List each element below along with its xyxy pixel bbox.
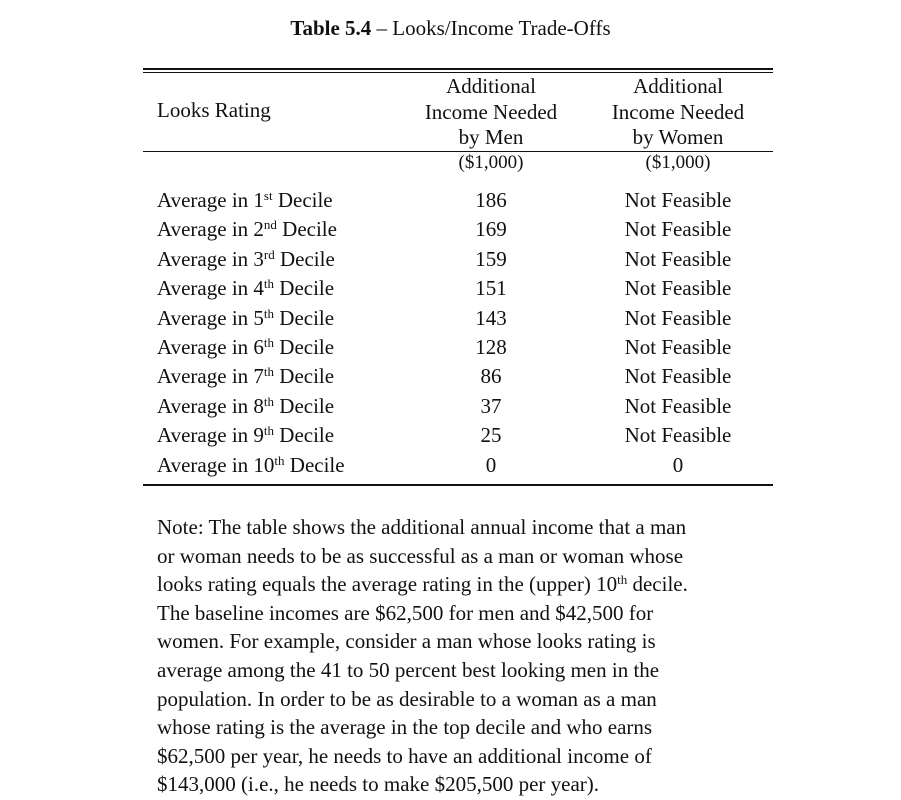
women-value: Not Feasible [624,393,732,418]
men-value: 143 [475,305,507,330]
women-value: Not Feasible [624,188,732,212]
bottom-rule [143,484,773,486]
unit-men: ($1,000) [458,152,524,173]
header-men [398,74,584,151]
women-value: Not Feasible [624,334,732,359]
men-value: 169 [475,217,507,242]
note-line: population. In order to be as desirable to a woman as a man [157,686,657,711]
note-line: average among the 41 to 50 percent best looking men in the [157,657,660,682]
header-women-line: Additional [633,74,723,98]
unit-women: ($1,000) [645,152,711,173]
row-label: Average in 1st Decile [157,188,333,212]
top-rule [143,68,773,70]
men-value: 151 [475,276,507,301]
men-value: 159 [475,246,507,271]
women-value: Not Feasible [624,364,732,389]
table-row [0,333,901,362]
women-value: 0 [672,452,684,477]
women-value: Not Feasible [624,423,732,448]
women-value: Not Feasible [624,217,732,242]
row-label: Average in 6th Decile [157,334,335,359]
header-men-line: Income Needed [424,99,558,124]
header-looks-rating: Looks Rating [157,98,271,122]
table-row [0,451,901,480]
men-value: 186 [475,188,507,212]
header-men-line: by Men [458,125,524,149]
top-rule-secondary [143,72,773,73]
table-row [0,421,901,450]
men-value: 128 [475,334,507,359]
table-row [0,245,901,274]
note-line: whose rating is the average in the top decile and who earns [157,715,653,740]
table-row [0,392,901,421]
note-line: looks rating equals the average rating in the (upper) 10th decile. [157,572,688,597]
row-label: Average in 7th Decile [157,364,335,389]
row-label: Average in 4th Decile [157,276,335,301]
men-value: 37 [480,393,502,418]
row-label: Average in 10th Decile [157,452,345,477]
table-body [0,186,901,480]
table-number: Table 5.4 [290,16,372,40]
row-label: Average in 3rd Decile [157,246,335,271]
table-caption: – Looks/Income Trade-Offs [371,16,611,40]
table-row [0,274,901,303]
header-women-line: Income Needed [611,99,745,124]
table-row [0,186,901,215]
women-value: Not Feasible [624,246,732,271]
table-title [0,16,901,41]
note-line: Note: The table shows the additional annual income that a man [157,515,687,539]
table-row [0,362,901,391]
note-line: The baseline incomes are $62,500 for men and $42,500 for [157,600,654,625]
men-value: 86 [480,364,502,389]
table-note [157,513,767,799]
row-label: Average in 5th Decile [157,305,335,330]
row-label: Average in 8th Decile [157,393,335,418]
men-value: 25 [480,423,502,448]
men-value: 0 [485,452,497,477]
row-label: Average in 9th Decile [157,423,335,448]
note-line: $62,500 per year, he needs to have an additional income of [157,743,652,768]
note-line: women. For example, consider a man whose looks rating is [157,629,656,654]
table-row [0,215,901,244]
note-line: $143,000 (i.e., he needs to make $205,500 per year). [157,772,600,797]
row-label: Average in 2nd Decile [157,217,337,242]
women-value: Not Feasible [624,276,732,301]
note-line: or woman needs to be as successful as a man or woman whose [157,543,684,568]
header-women-line: by Women [632,125,724,149]
header-men-line: Additional [446,74,536,98]
women-value: Not Feasible [624,305,732,330]
header-women [590,74,766,151]
table-row [0,304,901,333]
